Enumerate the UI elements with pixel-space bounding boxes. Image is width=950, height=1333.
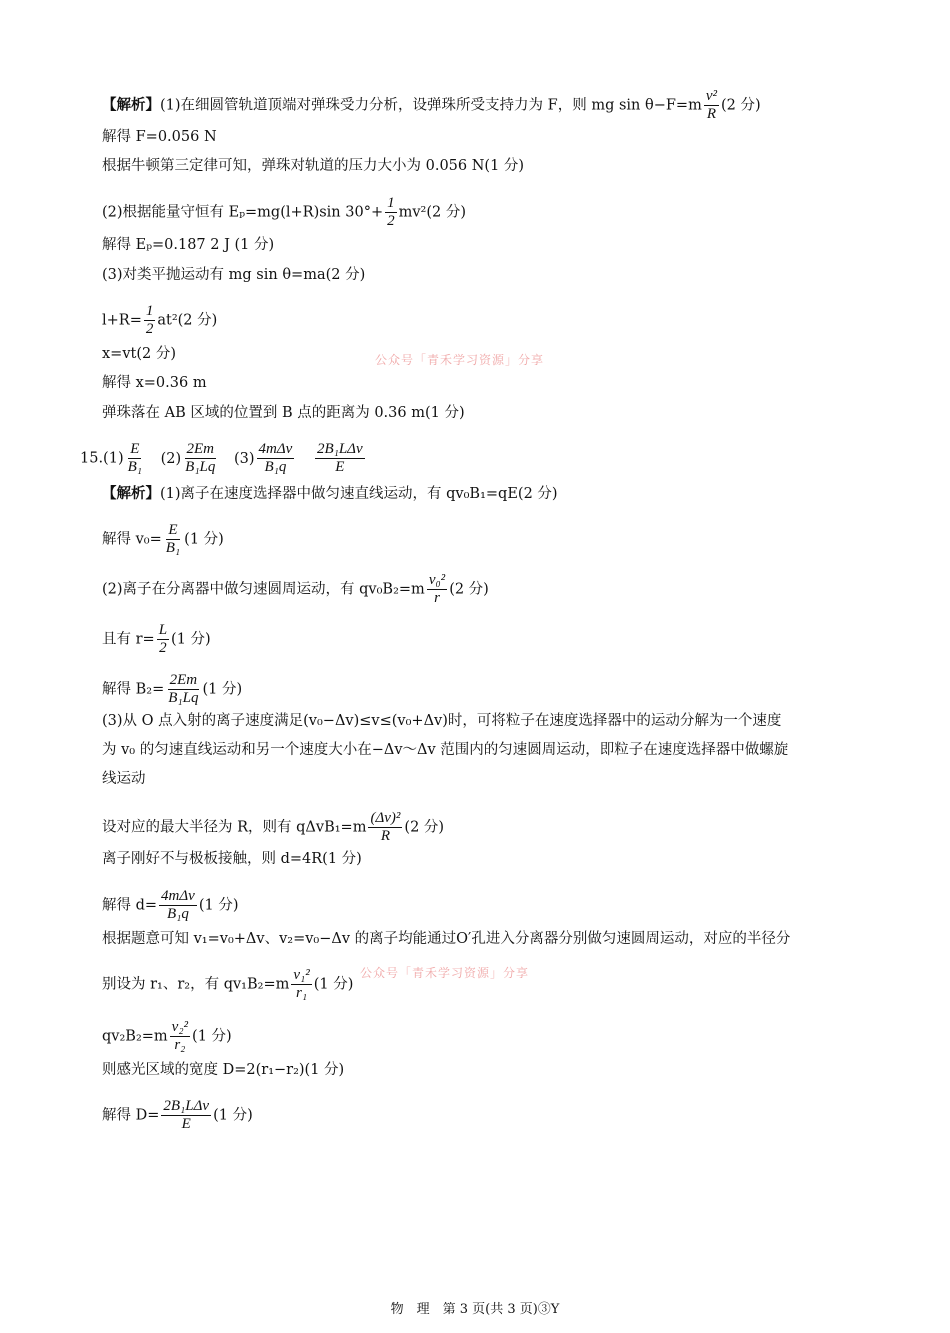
line-1: 【解析】(1)在细圆管轨道顶端对弹珠受力分析，设弹珠所受支持力为 F，则 mg sin θ−F=m $\frac{\text{v²}}{R}$ (2 分) <box>102 88 761 122</box>
line-4: (2)根据能量守恒有 Eₚ=mg(l+R)sin 30°+ $\frac{1}{2}$ mv²(2 分) <box>102 195 467 229</box>
fraction: $\frac{\text{v²}}{R}$ <box>705 88 717 122</box>
line-9: 解得 x=0.36 m <box>102 375 207 391</box>
line-s9: 解得 d= $\frac{\text{4mΔv}}{\text{B₁q}}$ (1 分) <box>102 888 239 922</box>
line-s8: 离子刚好不与极板接触，则 d=4R(1 分) <box>102 851 362 867</box>
line-s10b: 别设为 r₁、r₂，有 qv₁B₂=m $\frac{\text{v₁²}}{\text{r₁}}$ (1 分) <box>102 967 354 1001</box>
line-s4: 且有 r= $\frac{L}{2}$ (1 分) <box>102 622 211 656</box>
line-3: 根据牛顿第三定律可知，弹珠对轨道的压力大小为 0.056 N(1 分) <box>102 158 525 174</box>
line-s3: (2)离子在分离器中做匀速圆周运动，有 qv₀B₂=m $\frac{\text{v₀²}}{r}$ (2 分) <box>102 572 489 606</box>
line-10: 弹珠落在 AB 区域的位置到 B 点的距离为 0.36 m(1 分) <box>102 405 465 421</box>
page-footer: 物 理 第 3 页(共 3 页)③Y <box>390 1302 560 1317</box>
fraction: $\frac{E}{\text{B₁}}$ <box>127 441 142 475</box>
fraction: $\frac{\text{v₁²}}{\text{r₁}}$ <box>293 967 310 1001</box>
line-s1: 【解析】(1)离子在速度选择器中做匀速直线运动，有 qv₀B₁=qE(2 分) <box>102 485 558 502</box>
line-s7: 设对应的最大半径为 R，则有 qΔvB₁=m $\frac{\text{(Δv)²}}{R}$ (2 分) <box>102 810 445 844</box>
line-s2: 解得 v₀= $\frac{E}{\text{B₁}}$ (1 分) <box>102 522 224 556</box>
fraction: $\frac{1}{2}$ <box>145 303 154 337</box>
q15-answers: 15.(1) $\frac{E}{\text{B₁}}$ (2) $\frac{2Em}{\text{B₁Lq}}$ (3) $\frac{\text{4mΔv}}{\text{B₁q}}$ $\frac{\text{2B₁LΔv}}{E}$ <box>80 441 363 475</box>
line-s10a: 根据题意可知 v₁=v₀+Δv、v₂=v₀−Δv 的离子均能通过O′孔进入分离器分别做匀速圆周运动，对应的半径分 <box>102 931 791 947</box>
fraction: $\frac{\text{2B₁LΔv}}{E}$ <box>316 441 363 475</box>
fraction: $\frac{\text{v₂²}}{\text{r₂}}$ <box>171 1019 189 1053</box>
fraction: $\frac{\text{(Δv)²}}{R}$ <box>370 810 401 844</box>
fraction: $\frac{\text{v₀²}}{r}$ <box>428 572 446 606</box>
line-s13: 解得 D= $\frac{\text{2B₁LΔv}}{E}$ (1 分) <box>102 1098 253 1132</box>
analysis-tag: 【解析】 <box>102 96 160 114</box>
line-6: (3)对类平抛运动有 mg sin θ=ma(2 分) <box>102 267 366 283</box>
fraction: $\frac{1}{2}$ <box>387 195 395 229</box>
line-8: x=vt(2 分) <box>102 346 176 362</box>
watermark: 公众号「青禾学习资源」分享 <box>375 353 545 367</box>
fraction: $\frac{2Em}{\text{B₁Lq}}$ <box>185 441 216 475</box>
line-s11: qv₂B₂=m $\frac{\text{v₂²}}{\text{r₂}}$ (1 分) <box>102 1019 232 1053</box>
line-s6a: (3)从 O 点入射的离子速度满足(v₀−Δv)≤v≤(v₀+Δv)时，可将粒子在速度选择器中的运动分解为一个速度 <box>102 713 782 729</box>
line-s6b: 为 v₀ 的匀速直线运动和另一个速度大小在−Δv～Δv 范围内的匀速圆周运动，即粒子在速度选择器中做螺旋 <box>102 742 789 758</box>
fraction: $\frac{E}{\text{B₁}}$ <box>165 522 181 556</box>
line-5: 解得 Eₚ=0.187 2 J (1 分) <box>102 237 275 253</box>
watermark: 公众号「青禾学习资源」分享 <box>360 966 530 980</box>
analysis-tag: 【解析】 <box>102 485 160 502</box>
line-7: l+R= $\frac{1}{2}$ at²(2 分) <box>102 303 218 337</box>
fraction: $\frac{\text{2B₁LΔv}}{E}$ <box>163 1098 210 1132</box>
fraction: $\frac{\text{4mΔv}}{\text{B₁q}}$ <box>161 888 195 922</box>
line-s6c: 线运动 <box>102 771 146 787</box>
line-s5: 解得 B₂= $\frac{2Em}{\text{B₁Lq}}$ (1 分) <box>102 672 243 706</box>
line-2: 解得 F=0.056 N <box>102 129 217 145</box>
fraction: $\frac{\text{4mΔv}}{\text{B₁q}}$ <box>258 441 293 475</box>
line-s12: 则感光区域的宽度 D=2(r₁−r₂)(1 分) <box>102 1062 345 1078</box>
fraction: $\frac{2Em}{\text{B₁Lq}}$ <box>168 672 199 706</box>
fraction: $\frac{L}{2}$ <box>158 622 168 656</box>
